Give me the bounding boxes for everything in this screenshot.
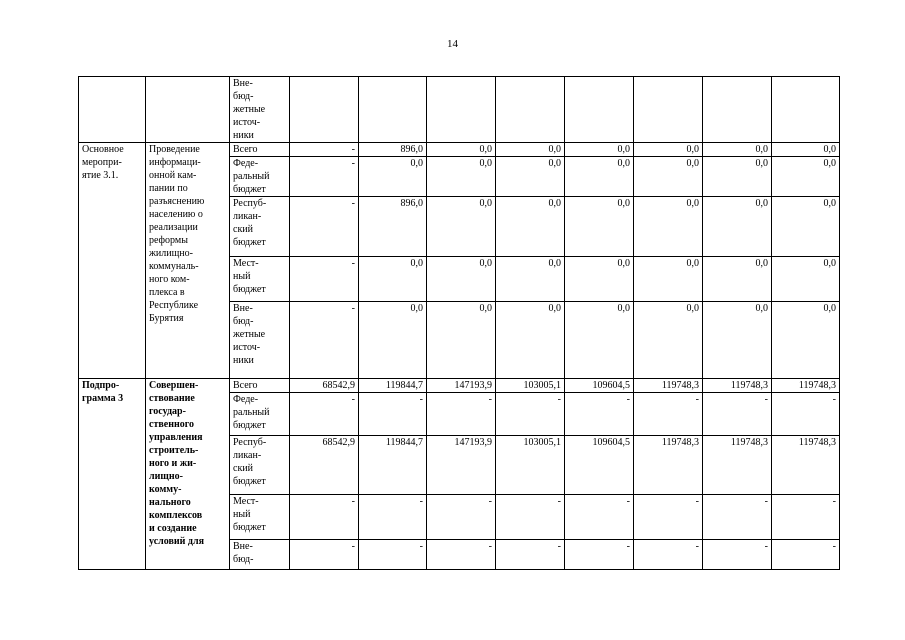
value-cell: 0,0 [496, 257, 565, 302]
value-cell: - [290, 197, 359, 257]
value-cell: 0,0 [634, 143, 703, 157]
value-cell: 109604,5 [565, 436, 634, 495]
value-cell: - [359, 540, 427, 570]
value-cell [496, 77, 565, 143]
value-cell: 103005,1 [496, 379, 565, 393]
value-cell: - [565, 393, 634, 436]
value-cell: 0,0 [772, 143, 840, 157]
funding-source-cell: Всего [230, 379, 290, 393]
funding-source-cell: Феде- ральный бюджет [230, 157, 290, 197]
activity-label-cell: Подпро- грамма 3 [79, 379, 146, 570]
funding-source-cell: Всего [230, 143, 290, 157]
value-cell: 0,0 [496, 197, 565, 257]
value-cell: 0,0 [772, 302, 840, 379]
value-cell: 0,0 [703, 143, 772, 157]
value-cell: 119748,3 [772, 436, 840, 495]
value-cell: - [496, 495, 565, 540]
value-cell: 0,0 [496, 143, 565, 157]
value-cell [703, 77, 772, 143]
value-cell: 147193,9 [427, 379, 496, 393]
value-cell: 119844,7 [359, 379, 427, 393]
value-cell: - [290, 257, 359, 302]
value-cell: - [290, 157, 359, 197]
value-cell [290, 77, 359, 143]
funding-source-cell: Мест- ный бюджет [230, 495, 290, 540]
value-cell: 119844,7 [359, 436, 427, 495]
value-cell [359, 77, 427, 143]
value-cell: 0,0 [634, 257, 703, 302]
value-cell: - [772, 393, 840, 436]
funding-source-cell: Респуб- ликан- ский бюджет [230, 436, 290, 495]
value-cell: 103005,1 [496, 436, 565, 495]
value-cell: - [634, 495, 703, 540]
value-cell: 0,0 [565, 157, 634, 197]
table-row [79, 143, 840, 157]
value-cell: - [496, 393, 565, 436]
budget-table-body [79, 77, 840, 570]
value-cell: 0,0 [565, 302, 634, 379]
value-cell: 119748,3 [634, 436, 703, 495]
value-cell: 0,0 [565, 143, 634, 157]
activity-title-cell: Совершен- ствование государ- ственного управления строитель- ного и жи- лищно- комму- нального комплексов и создание условий для [146, 379, 230, 570]
value-cell: - [290, 302, 359, 379]
value-cell [634, 77, 703, 143]
value-cell: 109604,5 [565, 379, 634, 393]
funding-source-cell: Феде- ральный бюджет [230, 393, 290, 436]
value-cell: 0,0 [565, 257, 634, 302]
value-cell: 0,0 [427, 143, 496, 157]
page-number: 14 [447, 38, 458, 50]
value-cell: - [565, 495, 634, 540]
value-cell: 0,0 [496, 157, 565, 197]
activity-title-cell [146, 77, 230, 143]
value-cell: 0,0 [359, 302, 427, 379]
value-cell: 0,0 [359, 257, 427, 302]
table-row [79, 77, 840, 143]
value-cell: 896,0 [359, 197, 427, 257]
funding-source-cell: Вне- бюд- жетные источ- ники [230, 302, 290, 379]
value-cell: 0,0 [703, 197, 772, 257]
value-cell [772, 77, 840, 143]
value-cell: - [427, 495, 496, 540]
value-cell: 0,0 [703, 257, 772, 302]
value-cell: 0,0 [634, 197, 703, 257]
value-cell: - [290, 495, 359, 540]
value-cell: - [359, 393, 427, 436]
activity-label-cell [79, 77, 146, 143]
value-cell: 0,0 [427, 257, 496, 302]
value-cell: - [703, 393, 772, 436]
value-cell: 68542,9 [290, 379, 359, 393]
budget-table [78, 76, 840, 570]
value-cell: 0,0 [634, 157, 703, 197]
value-cell: 147193,9 [427, 436, 496, 495]
funding-source-cell: Вне- бюд- [230, 540, 290, 570]
value-cell: 119748,3 [634, 379, 703, 393]
value-cell: - [772, 495, 840, 540]
value-cell: 119748,3 [703, 436, 772, 495]
value-cell: 0,0 [427, 302, 496, 379]
value-cell: - [634, 540, 703, 570]
value-cell: 0,0 [427, 157, 496, 197]
value-cell: - [290, 540, 359, 570]
value-cell: 0,0 [565, 197, 634, 257]
value-cell: 0,0 [634, 302, 703, 379]
value-cell: 0,0 [772, 157, 840, 197]
value-cell: - [427, 393, 496, 436]
value-cell: 119748,3 [772, 379, 840, 393]
value-cell: 68542,9 [290, 436, 359, 495]
value-cell: 0,0 [703, 302, 772, 379]
value-cell: 119748,3 [703, 379, 772, 393]
value-cell: - [496, 540, 565, 570]
value-cell: - [427, 540, 496, 570]
value-cell: 0,0 [703, 157, 772, 197]
value-cell: - [703, 495, 772, 540]
value-cell: - [703, 540, 772, 570]
value-cell: 0,0 [427, 197, 496, 257]
value-cell: - [772, 540, 840, 570]
value-cell: 896,0 [359, 143, 427, 157]
activity-title-cell: Проведение информаци- онной кам- пании по разъяснению населению о реализации реформы жилищно- коммуналь- ного ком- плекса в Республике Бурятия [146, 143, 230, 379]
value-cell: - [290, 393, 359, 436]
value-cell: - [290, 143, 359, 157]
value-cell: - [565, 540, 634, 570]
funding-source-cell: Вне- бюд- жетные источ- ники [230, 77, 290, 143]
value-cell: 0,0 [772, 257, 840, 302]
funding-source-cell: Респуб- ликан- ский бюджет [230, 197, 290, 257]
activity-label-cell: Основное меропри- ятие 3.1. [79, 143, 146, 379]
funding-source-cell: Мест- ный бюджет [230, 257, 290, 302]
value-cell: 0,0 [772, 197, 840, 257]
value-cell: - [634, 393, 703, 436]
value-cell: - [359, 495, 427, 540]
value-cell [427, 77, 496, 143]
table-row [79, 379, 840, 393]
value-cell: 0,0 [359, 157, 427, 197]
value-cell [565, 77, 634, 143]
value-cell: 0,0 [496, 302, 565, 379]
